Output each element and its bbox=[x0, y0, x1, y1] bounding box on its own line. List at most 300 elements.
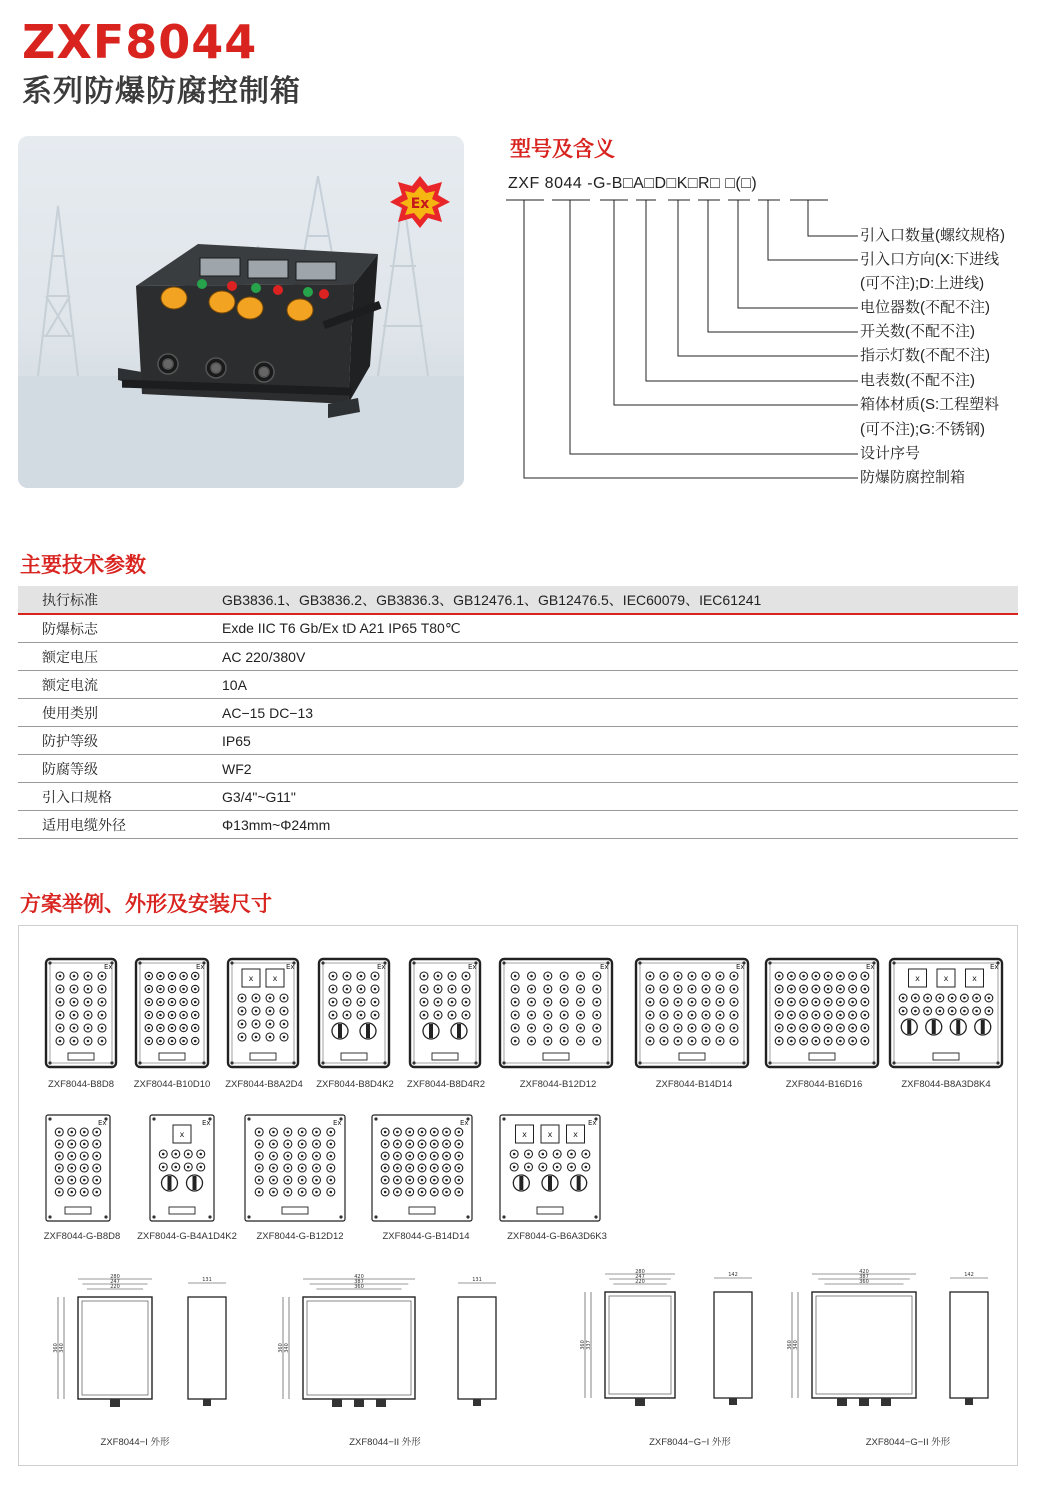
indicator-dot bbox=[269, 997, 272, 1000]
indicator-dot bbox=[70, 1167, 73, 1170]
indicator-dot bbox=[663, 1001, 666, 1004]
indicator-dot bbox=[171, 975, 174, 978]
ex-label: Ex bbox=[333, 1119, 342, 1127]
indicator-dot bbox=[58, 1191, 61, 1194]
screw-icon bbox=[768, 961, 771, 964]
cable-gland-icon bbox=[376, 1399, 386, 1407]
dimension-label: 360 bbox=[580, 1340, 586, 1350]
switch-handle bbox=[548, 1176, 552, 1190]
indicator-dot bbox=[802, 988, 805, 991]
indicator-dot bbox=[199, 1166, 202, 1169]
screw-icon bbox=[502, 1061, 505, 1064]
indicator-dot bbox=[269, 1010, 272, 1013]
indicator-dot bbox=[95, 1155, 98, 1158]
screw-icon bbox=[466, 1215, 469, 1218]
indicator-dot bbox=[332, 988, 335, 991]
dimension-label: 337 bbox=[586, 1340, 592, 1350]
dimension-label: 360 bbox=[354, 1284, 364, 1290]
indicator-dot bbox=[864, 1027, 867, 1030]
dimension-label: 360 bbox=[53, 1343, 59, 1353]
switch-handle bbox=[907, 1020, 911, 1034]
indicator-dot bbox=[465, 975, 468, 978]
indicator-dot bbox=[547, 1027, 550, 1030]
nameplate bbox=[409, 1207, 435, 1214]
indicator-dot bbox=[527, 1153, 530, 1156]
indicator-dot bbox=[556, 1166, 559, 1169]
screw-icon bbox=[768, 1061, 771, 1064]
indicator-dot bbox=[283, 997, 286, 1000]
indicator-dot bbox=[579, 1027, 582, 1030]
cable-gland-icon bbox=[881, 1398, 891, 1406]
indicator-dot bbox=[330, 1155, 333, 1158]
indicator-dot bbox=[360, 1001, 363, 1004]
indicator-dot bbox=[159, 1001, 162, 1004]
scheme-panel bbox=[245, 1115, 345, 1221]
indicator-dot bbox=[445, 1155, 448, 1158]
nameplate bbox=[169, 1207, 195, 1214]
switch-handle bbox=[519, 1176, 523, 1190]
ex-label: Ex bbox=[588, 1119, 597, 1127]
enclosure-front bbox=[78, 1297, 152, 1399]
indicator-dot bbox=[148, 1014, 151, 1017]
screw-icon bbox=[638, 961, 641, 964]
indicator-dot bbox=[451, 988, 454, 991]
indicator-dot bbox=[315, 1179, 318, 1182]
indicator-dot bbox=[384, 1155, 387, 1158]
indicator-dot bbox=[691, 975, 694, 978]
scheme-caption: ZXF8044-B16D16 bbox=[785, 1079, 863, 1090]
indicator-dot bbox=[864, 988, 867, 991]
legend-item: 设计序号 bbox=[860, 445, 921, 462]
indicator-dot bbox=[975, 1010, 978, 1013]
indicator-dot bbox=[59, 975, 62, 978]
indicator-dot bbox=[914, 997, 917, 1000]
legend-item: 箱体材质(S:工程塑料 bbox=[860, 396, 1000, 413]
indicator-dot bbox=[790, 1040, 793, 1043]
outline-caption: ZXF8044−G−II 外形 bbox=[865, 1437, 951, 1448]
indicator-dot bbox=[408, 1191, 411, 1194]
indicator-dot bbox=[171, 988, 174, 991]
indicator-dot bbox=[171, 1027, 174, 1030]
indicator-dot bbox=[663, 1027, 666, 1030]
indicator-dot bbox=[458, 1131, 461, 1134]
indicator-dot bbox=[58, 1131, 61, 1134]
indicator-dot bbox=[458, 1155, 461, 1158]
indicator-dot bbox=[159, 975, 162, 978]
ex-label: Ex bbox=[104, 963, 113, 971]
param-key: 防护等级 bbox=[18, 727, 212, 755]
indicator-dot bbox=[241, 997, 244, 1000]
params-section-title: 主要技术参数 bbox=[20, 553, 146, 577]
meter-mark: x bbox=[179, 1130, 185, 1139]
indicator-dot bbox=[802, 975, 805, 978]
indicator-dot bbox=[570, 1153, 573, 1156]
indicator-dot bbox=[649, 1040, 652, 1043]
indicator-dot bbox=[433, 1191, 436, 1194]
indicator-dot bbox=[705, 988, 708, 991]
indicator-dot bbox=[458, 1179, 461, 1182]
screw-icon bbox=[638, 1061, 641, 1064]
indicator-dot bbox=[790, 975, 793, 978]
indicator-dot bbox=[691, 988, 694, 991]
legend-item: (可不注);G:不锈钢) bbox=[860, 421, 985, 438]
screw-icon bbox=[48, 1061, 51, 1064]
indicator-dot bbox=[421, 1131, 424, 1134]
ex-label: Ex bbox=[468, 963, 477, 971]
indicator-dot bbox=[408, 1143, 411, 1146]
indicator-dot bbox=[95, 1143, 98, 1146]
scheme-panel bbox=[500, 1115, 600, 1221]
screw-icon bbox=[292, 1061, 295, 1064]
outline-caption: ZXF8044−G−I 外形 bbox=[649, 1437, 731, 1448]
indicator-dot bbox=[827, 1040, 830, 1043]
indicator-dot bbox=[396, 1143, 399, 1146]
indicator-dot bbox=[174, 1153, 177, 1156]
indicator-dot bbox=[596, 1027, 599, 1030]
meter-mark: x bbox=[522, 1130, 527, 1139]
indicator-dot bbox=[563, 1001, 566, 1004]
switch-handle bbox=[366, 1024, 370, 1038]
indicator-dot bbox=[346, 1014, 349, 1017]
screw-icon bbox=[208, 1215, 211, 1218]
indicator-dot bbox=[301, 1191, 304, 1194]
indicator-dot bbox=[926, 1010, 929, 1013]
legend-item: 开关数(不配不注) bbox=[860, 323, 975, 340]
param-key: 额定电流 bbox=[18, 671, 212, 699]
indicator-dot bbox=[73, 1014, 76, 1017]
indicator-dot bbox=[514, 1027, 517, 1030]
nameplate bbox=[250, 1053, 276, 1060]
ex-label: Ex bbox=[202, 1119, 211, 1127]
cable-gland-icon bbox=[729, 1398, 737, 1405]
indicator-dot bbox=[514, 975, 517, 978]
indicator-dot bbox=[70, 1131, 73, 1134]
scheme-panel bbox=[150, 1115, 214, 1221]
dimension-label: 220 bbox=[635, 1279, 645, 1285]
indicator-dot bbox=[778, 1001, 781, 1004]
indicator-dot bbox=[301, 1167, 304, 1170]
indicator-dot bbox=[596, 988, 599, 991]
indicator-dot bbox=[182, 975, 185, 978]
indicator-dot bbox=[649, 1001, 652, 1004]
indicator-dot bbox=[396, 1155, 399, 1158]
indicator-dot bbox=[148, 1040, 151, 1043]
indicator-dot bbox=[851, 1014, 854, 1017]
indicator-dot bbox=[83, 1143, 86, 1146]
screw-icon bbox=[230, 1061, 233, 1064]
indicator-dot bbox=[315, 1131, 318, 1134]
indicator-dot bbox=[87, 1001, 90, 1004]
screw-icon bbox=[202, 1061, 205, 1064]
param-key: 防爆标志 bbox=[18, 614, 212, 643]
screw-icon bbox=[48, 961, 51, 964]
screw-icon bbox=[48, 1117, 51, 1120]
indicator-dot bbox=[802, 1001, 805, 1004]
indicator-dot bbox=[70, 1191, 73, 1194]
indicator-dot bbox=[421, 1167, 424, 1170]
screw-icon bbox=[892, 961, 895, 964]
indicator-dot bbox=[258, 1179, 261, 1182]
indicator-dot bbox=[423, 1014, 426, 1017]
indicator-dot bbox=[433, 1167, 436, 1170]
indicator-dot bbox=[733, 1001, 736, 1004]
indicator-dot bbox=[421, 1179, 424, 1182]
indicator-dot bbox=[194, 975, 197, 978]
indicator-dot bbox=[95, 1179, 98, 1182]
cable-gland-icon bbox=[965, 1398, 973, 1405]
indicator-dot bbox=[437, 988, 440, 991]
indicator-dot bbox=[272, 1155, 275, 1158]
indicator-dot bbox=[851, 1027, 854, 1030]
screw-icon bbox=[383, 1061, 386, 1064]
outline-drawing bbox=[278, 1274, 496, 1407]
indicator-dot bbox=[458, 1143, 461, 1146]
indicator-dot bbox=[384, 1131, 387, 1134]
indicator-dot bbox=[851, 988, 854, 991]
indicator-dot bbox=[73, 975, 76, 978]
indicator-dot bbox=[421, 1191, 424, 1194]
scheme-panel bbox=[319, 959, 389, 1067]
dimension-label: 131 bbox=[202, 1277, 212, 1283]
indicator-dot bbox=[384, 1179, 387, 1182]
indicator-dot bbox=[514, 1001, 517, 1004]
indicator-dot bbox=[790, 1027, 793, 1030]
scheme-panel bbox=[46, 959, 116, 1067]
indicator-dot bbox=[396, 1131, 399, 1134]
dimension-label: 340 bbox=[793, 1340, 799, 1350]
indicator-dot bbox=[790, 1014, 793, 1017]
indicator-dot bbox=[815, 1001, 818, 1004]
indicator-dot bbox=[95, 1191, 98, 1194]
indicator-dot bbox=[663, 1040, 666, 1043]
indicator-dot bbox=[87, 1027, 90, 1030]
indicator-dot bbox=[258, 1143, 261, 1146]
enclosure-front bbox=[303, 1297, 415, 1399]
indicator-dot bbox=[59, 1027, 62, 1030]
indicator-dot bbox=[95, 1131, 98, 1134]
indicator-dot bbox=[839, 988, 842, 991]
indicator-dot bbox=[73, 988, 76, 991]
indicator-dot bbox=[162, 1153, 165, 1156]
param-key: 额定电压 bbox=[18, 643, 212, 671]
cable-gland-icon bbox=[837, 1398, 847, 1406]
meter-mark: x bbox=[915, 974, 920, 983]
indicator-dot bbox=[199, 1153, 202, 1156]
nameplate bbox=[809, 1053, 835, 1060]
indicator-dot bbox=[445, 1131, 448, 1134]
indicator-dot bbox=[59, 988, 62, 991]
enclosure-side bbox=[714, 1292, 752, 1398]
indicator-dot bbox=[839, 1040, 842, 1043]
indicator-dot bbox=[719, 1014, 722, 1017]
screw-icon bbox=[152, 1117, 155, 1120]
indicator-dot bbox=[87, 975, 90, 978]
indicator-dot bbox=[530, 1014, 533, 1017]
indicator-dot bbox=[182, 1027, 185, 1030]
meter-mark: x bbox=[272, 974, 278, 983]
indicator-dot bbox=[790, 988, 793, 991]
scheme-panel bbox=[46, 1115, 110, 1221]
scheme-caption: ZXF8044-B8D4K2 bbox=[316, 1079, 394, 1090]
indicator-dot bbox=[101, 1027, 104, 1030]
indicator-dot bbox=[301, 1131, 304, 1134]
indicator-dot bbox=[465, 1014, 468, 1017]
indicator-dot bbox=[815, 975, 818, 978]
indicator-dot bbox=[58, 1167, 61, 1170]
indicator-dot bbox=[272, 1191, 275, 1194]
indicator-dot bbox=[864, 1001, 867, 1004]
nameplate bbox=[68, 1053, 94, 1060]
meter-mark: x bbox=[972, 974, 977, 983]
dimension-label: 360 bbox=[859, 1279, 869, 1285]
dimension-label: 340 bbox=[59, 1343, 65, 1353]
screw-icon bbox=[606, 1061, 609, 1064]
cable-gland-icon bbox=[110, 1399, 120, 1407]
indicator-dot bbox=[315, 1167, 318, 1170]
legend-item: 防爆防腐控制箱 bbox=[860, 469, 966, 486]
indicator-dot bbox=[315, 1143, 318, 1146]
indicator-dot bbox=[283, 1036, 286, 1039]
indicator-dot bbox=[148, 988, 151, 991]
indicator-dot bbox=[827, 1027, 830, 1030]
indicator-dot bbox=[719, 1001, 722, 1004]
indicator-dot bbox=[159, 1040, 162, 1043]
indicator-dot bbox=[547, 988, 550, 991]
nameplate bbox=[282, 1207, 308, 1214]
indicator-dot bbox=[301, 1143, 304, 1146]
indicator-dot bbox=[851, 1040, 854, 1043]
indicator-dot bbox=[445, 1191, 448, 1194]
indicator-dot bbox=[514, 988, 517, 991]
screw-icon bbox=[321, 961, 324, 964]
screw-icon bbox=[502, 1117, 505, 1120]
scheme-caption: ZXF8044-B8D8 bbox=[47, 1079, 114, 1090]
screw-icon bbox=[742, 1061, 745, 1064]
indicator-dot bbox=[255, 1023, 258, 1026]
indicator-dot bbox=[839, 1027, 842, 1030]
indicator-dot bbox=[445, 1179, 448, 1182]
param-value: WF2 bbox=[212, 755, 1018, 783]
indicator-dot bbox=[241, 1023, 244, 1026]
nameplate bbox=[537, 1207, 563, 1214]
indicator-dot bbox=[148, 975, 151, 978]
indicator-dot bbox=[802, 1040, 805, 1043]
indicator-dot bbox=[315, 1155, 318, 1158]
indicator-dot bbox=[691, 1027, 694, 1030]
param-key: 引入口规格 bbox=[18, 783, 212, 811]
scheme-caption: ZXF8044-G-B12D12 bbox=[256, 1231, 344, 1242]
indicator-dot bbox=[332, 1001, 335, 1004]
screw-icon bbox=[152, 1215, 155, 1218]
indicator-dot bbox=[963, 997, 966, 1000]
enclosure-side bbox=[458, 1297, 496, 1399]
indicator-dot bbox=[563, 1027, 566, 1030]
indicator-dot bbox=[194, 1014, 197, 1017]
scheme-caption: ZXF8044-G-B4A1D4K2 bbox=[137, 1231, 237, 1242]
screw-icon bbox=[48, 1215, 51, 1218]
indicator-dot bbox=[542, 1153, 545, 1156]
screw-icon bbox=[872, 1061, 875, 1064]
indicator-dot bbox=[790, 1001, 793, 1004]
indicator-dot bbox=[596, 1040, 599, 1043]
indicator-dot bbox=[530, 1001, 533, 1004]
ex-label: Ex bbox=[196, 963, 205, 971]
indicator-dot bbox=[691, 1014, 694, 1017]
cable-gland-icon bbox=[203, 1399, 211, 1406]
indicator-dot bbox=[182, 988, 185, 991]
indicator-dot bbox=[101, 1014, 104, 1017]
ex-label: Ex bbox=[990, 963, 999, 971]
indicator-dot bbox=[719, 975, 722, 978]
indicator-dot bbox=[187, 1153, 190, 1156]
indicator-dot bbox=[70, 1143, 73, 1146]
ex-label: Ex bbox=[736, 963, 745, 971]
svg-text:Ex: Ex bbox=[410, 196, 430, 212]
indicator-dot bbox=[579, 1014, 582, 1017]
indicator-dot bbox=[458, 1191, 461, 1194]
indicator-dot bbox=[171, 1001, 174, 1004]
indicator-dot bbox=[301, 1179, 304, 1182]
indicator-dot bbox=[255, 997, 258, 1000]
indicator-dot bbox=[563, 975, 566, 978]
ex-label: Ex bbox=[600, 963, 609, 971]
meter-mark: x bbox=[547, 1130, 553, 1139]
screw-icon bbox=[412, 1061, 415, 1064]
switch-handle bbox=[932, 1020, 936, 1034]
indicator-dot bbox=[914, 1010, 917, 1013]
indicator-dot bbox=[649, 988, 652, 991]
scheme-panel bbox=[500, 959, 612, 1067]
dimension-label: 131 bbox=[472, 1277, 482, 1283]
indicator-dot bbox=[171, 1040, 174, 1043]
indicator-dot bbox=[988, 997, 991, 1000]
indicator-dot bbox=[596, 975, 599, 978]
indicator-dot bbox=[437, 1014, 440, 1017]
indicator-dot bbox=[677, 975, 680, 978]
indicator-dot bbox=[421, 1155, 424, 1158]
indicator-dot bbox=[839, 1014, 842, 1017]
cable-gland-icon bbox=[354, 1399, 364, 1407]
indicator-dot bbox=[677, 1027, 680, 1030]
outline-drawing bbox=[53, 1274, 226, 1407]
param-key: 执行标准 bbox=[18, 586, 212, 614]
screw-icon bbox=[892, 1061, 895, 1064]
indicator-dot bbox=[171, 1014, 174, 1017]
indicator-dot bbox=[87, 1040, 90, 1043]
indicator-dot bbox=[159, 1014, 162, 1017]
indicator-dot bbox=[174, 1166, 177, 1169]
indicator-dot bbox=[287, 1131, 290, 1134]
indicator-dot bbox=[451, 1001, 454, 1004]
param-value: IP65 bbox=[212, 727, 1018, 755]
indicator-dot bbox=[926, 997, 929, 1000]
nameplate bbox=[679, 1053, 705, 1060]
legend-item: 电表数(不配不注) bbox=[860, 372, 975, 389]
indicator-dot bbox=[530, 1040, 533, 1043]
indicator-dot bbox=[815, 1040, 818, 1043]
indicator-dot bbox=[59, 1040, 62, 1043]
screw-icon bbox=[230, 961, 233, 964]
indicator-dot bbox=[649, 975, 652, 978]
indicator-dot bbox=[437, 1001, 440, 1004]
screw-icon bbox=[110, 1061, 113, 1064]
indicator-dot bbox=[301, 1155, 304, 1158]
indicator-dot bbox=[332, 1014, 335, 1017]
outline-caption: ZXF8044−II 外形 bbox=[349, 1437, 421, 1448]
indicator-dot bbox=[83, 1167, 86, 1170]
indicator-dot bbox=[951, 997, 954, 1000]
indicator-dot bbox=[374, 1001, 377, 1004]
